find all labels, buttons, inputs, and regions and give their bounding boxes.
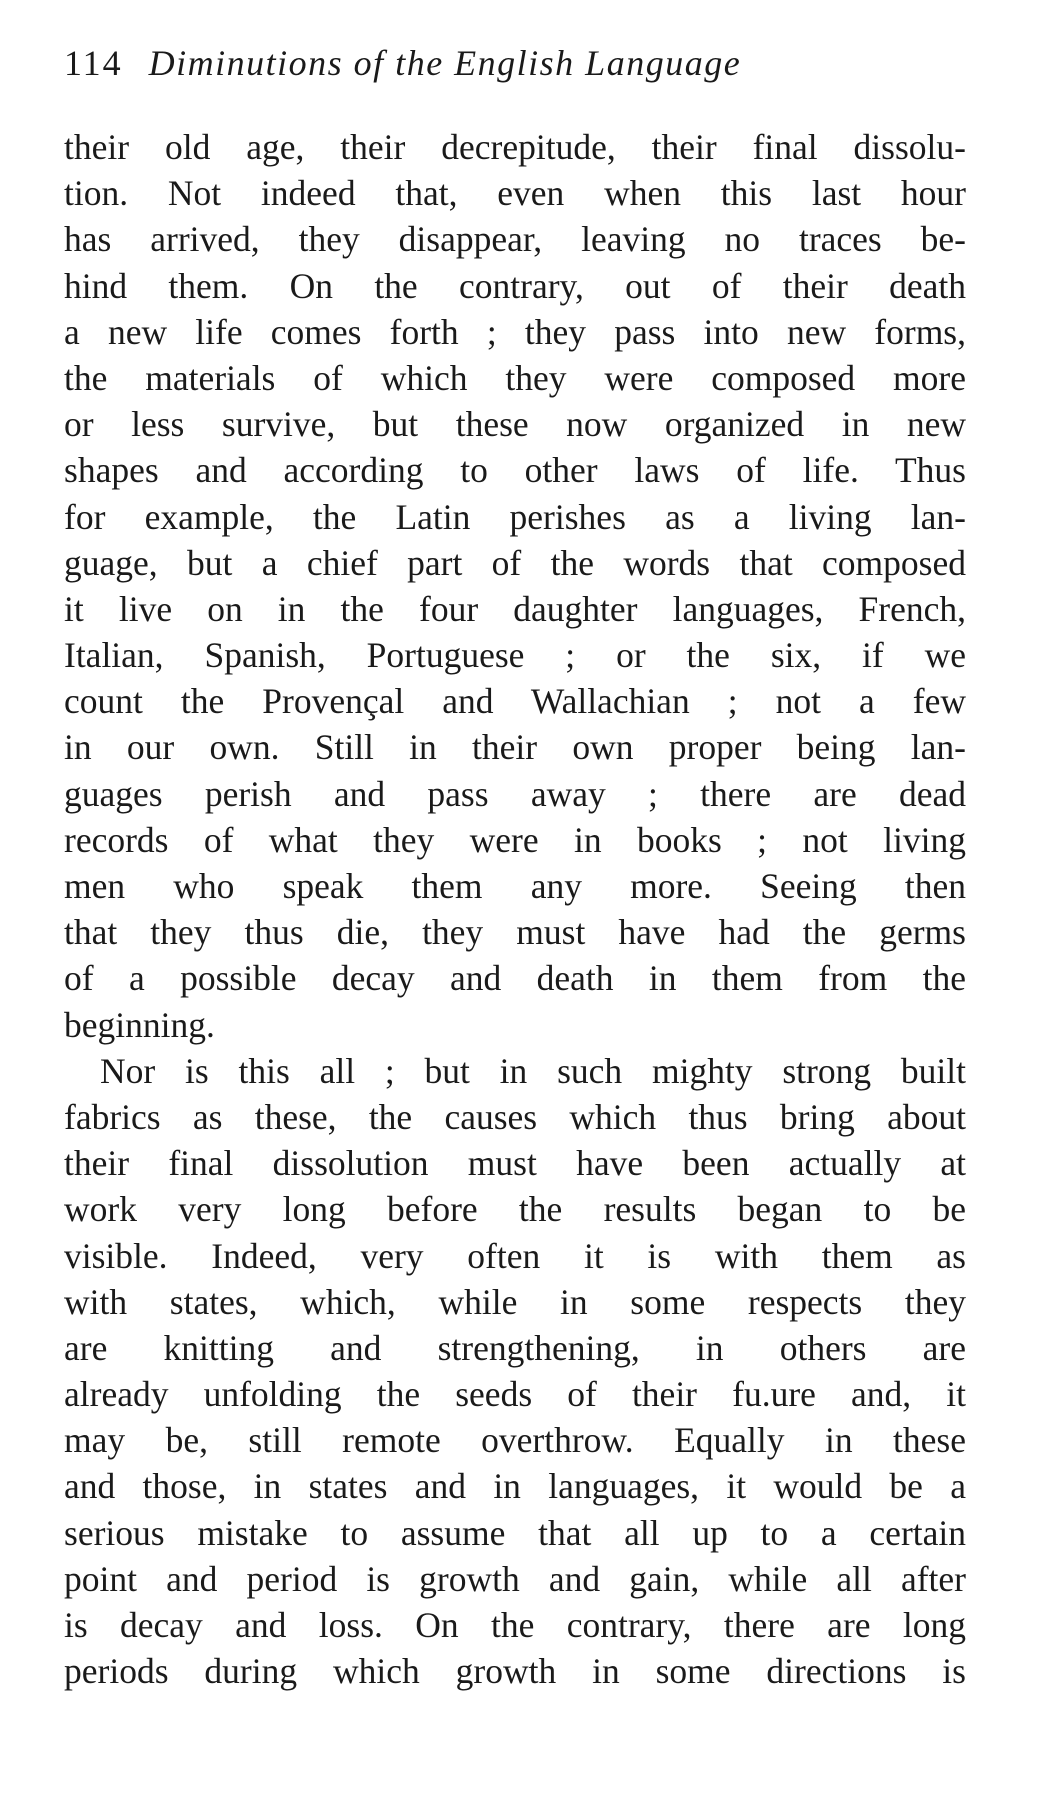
text-line: periods during which growth in some directions is — [64, 1651, 966, 1692]
running-header — [64, 38, 984, 88]
text-line: the materials of which they were composed more — [64, 357, 966, 398]
text-line: men who speak them any more. Seeing then — [64, 866, 966, 906]
text-line: already unfolding the seeds of their fu.ure and, it — [64, 1374, 966, 1415]
text-line: Nor is this all ; but in such mighty strong built — [100, 1050, 966, 1091]
text-line: with states, which, while in some respects they — [64, 1281, 966, 1322]
text-line: their old age, their decrepitude, their final dissolu- — [64, 127, 966, 167]
text-line: that they thus die, they must have had the germs — [64, 912, 966, 953]
text-line: and those, in states and in languages, it would be a — [64, 1466, 966, 1507]
page-number: 114 — [64, 43, 123, 83]
body-text — [64, 124, 966, 1694]
text-line: visible. Indeed, very often it is with them as — [64, 1235, 966, 1276]
text-line: shapes and according to other laws of life. Thus — [64, 450, 966, 491]
text-line: or less survive, but these now organized in new — [64, 404, 966, 445]
paragraph — [64, 124, 966, 1048]
text-line: guage, but a chief part of the words that composed — [64, 542, 966, 583]
text-line: records of what they were in books ; not living — [64, 819, 966, 860]
text-line: serious mistake to assume that all up to a certain — [64, 1512, 966, 1553]
text-line: point and period is growth and gain, while all after — [64, 1558, 966, 1599]
text-line: is decay and loss. On the contrary, there are long — [64, 1605, 966, 1645]
text-line: tion. Not indeed that, even when this last hour — [64, 173, 966, 214]
text-line: guages perish and pass away ; there are dead — [64, 773, 966, 814]
text-line: hind them. On the contrary, out of their death — [64, 265, 966, 306]
text-line: it live on in the four daughter languages, French, — [64, 588, 966, 629]
text-line: a new life comes forth ; they pass into new forms, — [64, 311, 966, 352]
text-line: are knitting and strengthening, in others are — [64, 1327, 966, 1368]
text-line: work very long before the results began to be — [64, 1189, 966, 1230]
text-line: may be, still remote overthrow. Equally in these — [64, 1420, 966, 1461]
text-line: beginning. — [64, 1004, 215, 1045]
text-line: their final dissolution must have been actually at — [64, 1143, 966, 1184]
text-line: of a possible decay and death in them from the — [64, 958, 966, 999]
text-line: Italian, Spanish, Portuguese ; or the six, if we — [64, 635, 966, 676]
text-line: count the Provençal and Wallachian ; not a few — [64, 681, 966, 722]
text-line: fabrics as these, the causes which thus bring about — [64, 1096, 966, 1137]
paragraph — [64, 1048, 966, 1695]
text-line: in our own. Still in their own proper being lan- — [64, 727, 966, 768]
text-line: has arrived, they disappear, leaving no traces be- — [64, 219, 966, 260]
text-line: for example, the Latin perishes as a living lan- — [64, 496, 966, 537]
running-title: Diminutions of the English Language — [148, 43, 742, 83]
